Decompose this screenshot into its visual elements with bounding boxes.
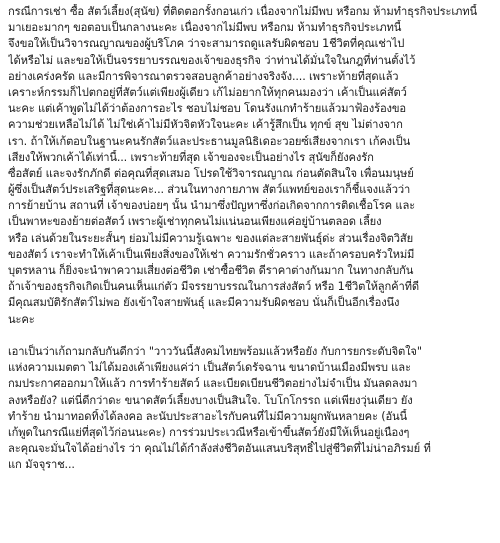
text-line: ผู้ซึ่งเป็นสัตว์ประเสริฐที่สุดนะคะ... ส่วนในทางกายภาพ สัตว์แพทย์ของเราก็ชี้แจงแล้วว่า bbox=[8, 183, 411, 197]
text-line: ความช่วยเหลือไม่ได้ ไม่ใช่เค้าไม่มีหัวจิตหัวใจนะคะ เค้ารู้สึกเป็น ทุกข์ สุข ไม่ต่างจาก bbox=[8, 118, 403, 132]
text-line: เรา. ถ้าให้เก้ตอบในฐานะคนรักสัตว์และประธานมูลนิธิเดอะวอยซ์เสียงจากเรา เก้คงเป็น bbox=[8, 134, 411, 148]
text-line: บุตรหลาน ก็ยิ่งจะนำพาความเสี่ยงต่อชีวิต เช่าซื้อชีวิต ดีราคาต่างกันมาก ในทางกลับกัน bbox=[8, 264, 414, 277]
text-line: เป็นพาหะของย้ายต่อสัตว์ เพราะผู้เช่าทุกคนไม่แน่นอนเพียงแค่อยู่บ้านตลอด เลี้ยง bbox=[8, 215, 382, 229]
text-line: เก้พูดในกรณีแย่ที่สุดไว้ก่อนนะคะ) การร่วมประเวณีหรือเข้าขึ้นสัตว์ยังมีให้เห็นอยู่เนืองๆ bbox=[8, 425, 410, 439]
text-line: กมประกาศออกมาให้แล้ว การทำร้ายสัตว์ และเบียดเบียนชีวิตอย่างไม่จำเป็น มันลดลงมา bbox=[8, 377, 418, 391]
text-line: นะคะ แต่เค้าพูดไม่ได้ว่าต้องการอะไร ชอบไม่ชอบ โดนรังแกทำร้ายแล้วมาฟ้องร้องขอ bbox=[8, 102, 406, 116]
text-line: อย่างเคร่งครัด และมีการพิจารณาตรวจสอบลูกค้าอย่างจริงจัง.... เพราะท้ายที่สุดแล้ว bbox=[8, 69, 399, 83]
text-line: ของสัตว์ เราจะทำให้เค้าเป็นเพียงสิ่งของให้เช่า ความรักชั่วคราว และถ้าครอบครัวใหม่มี bbox=[8, 247, 415, 261]
paragraph-1 bbox=[8, 4, 494, 328]
text-line: ทำร้าย นำมาทอดทิ้งได้ลงคอ ละนับประสาอะไรกับคนที่ไม่มีความผูกพันหลายคะ (อันนี้ bbox=[8, 409, 408, 423]
text-line: กรณีการเช่า ซื้อ สัตว์เลี้ยง(สุนัข) ที่ติดตอกรั้งกอนเก่ว เนื่องจากไม่มีพบ หรือกม ห้ามทำธุรกิจประเภทนี้ bbox=[8, 5, 477, 18]
text-line: มีคุณสมบัติรักสัตว์ไม่พอ ยังเข้าใจสายพันธุ์ และมีความรับผิดชอบ นั่นก็เป็นอีกเรื่องนึง bbox=[8, 296, 400, 310]
paragraph-2 bbox=[8, 344, 494, 474]
text-line: หรือ เล่นด้วยในระยะสั้นๆ ย่อมไม่มีความรู้เฉพาะ ของแต่ละสายพันธุ์ด่ะ ส่วนเรื่องจิตวิสัย bbox=[8, 231, 413, 245]
text-line: ละคุณจะมั่นใจได้อย่างไร ว่า คุณไม่ได้กำลังส่งชีวิตอันแสนบริสุทธิ์ไปสู่ชีวิตที่ไม่น่าอภิรมย์ ที่ bbox=[8, 442, 431, 456]
text-line: การย้ายบ้าน สถานที่ เจ้าของบ่อยๆ นั้น นำมาซึ่งปัญหาซึ่งก่อเกิดจากการติดเชื้อโรค และ bbox=[8, 199, 416, 213]
text-line: จึงขอให้เป็นวิจารณญาณของผู้บริโภค ว่าจะสามารถดูแลรับผิดชอบ 1ชีวิตที่คุณเช่าไป bbox=[8, 37, 405, 51]
text-line: ถ้าเจ้าของธุรกิจเกิดเป็นคนเห็นแก่ตัว มีจรรยาบรรณในการส่งสัตว์ หรือ 1ชีวิตให้ลูกค้าที่ดี bbox=[8, 280, 419, 294]
text-line: ซื่อสัตย์ และจงรักภักดี ต่อคุณที่สุดเสมอ โปรดใช้วิจารณญาณ ก่อนตัดสินใจ เพื่อนมนุษย์ bbox=[8, 166, 414, 180]
text-line: แก มัจจุราช... bbox=[8, 458, 75, 472]
paragraph-spacer bbox=[8, 328, 494, 344]
text-line: แห่งความเมตตา ไม่ได้มองเค้าเพียงแค่ว่า เป็นสัตว์เดรัจฉาน ขนาดบ้านเมืองมีพรบ และ bbox=[8, 361, 411, 375]
text-line: เคราะห์กรรมก็ไปตกอยู่ที่สัตว์แต่เพียงผู้เดียว เก้ไม่อยากให้ทุกคนมองว่า เค้าเป็นแค่สัตว์ bbox=[8, 85, 407, 99]
text-line: เสียงให้พวกเค้าได้เท่านี้... เพราะท้ายที่สุด เจ้าของจะเป็นอย่างไร สุนัขก็ยังคงรัก bbox=[8, 150, 374, 164]
text-line: เอาเป็นว่าเก้ถามกลับกันดีกว่า "วาววันนี้สังคมไทยพร้อมแล้วหรือยัง กับการยกระดับจิตใจ" bbox=[8, 344, 422, 358]
text-line: นะคะ bbox=[8, 312, 35, 326]
text-line: ได้หรือไม่ และขอให้เป็นจรรยาบรรณของเจ้าของธุรกิจ ว่าท่านได้มั่นใจในกฎที่ท่านตั้งไว้ bbox=[8, 53, 416, 67]
text-line: ลงหรือยัง? แต่นี่ดีกว่าดะ ขนาดสัตว์เลี้ยงบางเป็นสินใจ. โบโกโกรรถ แต่เพียงวุ่นเดียว ยัง bbox=[8, 393, 413, 407]
text-line: มาเยอะมากๆ ขอตอบเป็นกลางนะคะ เนื่องจากไม่มีพบ หรือกม ห้ามทำธุรกิจประเภทนี้ bbox=[8, 21, 402, 35]
